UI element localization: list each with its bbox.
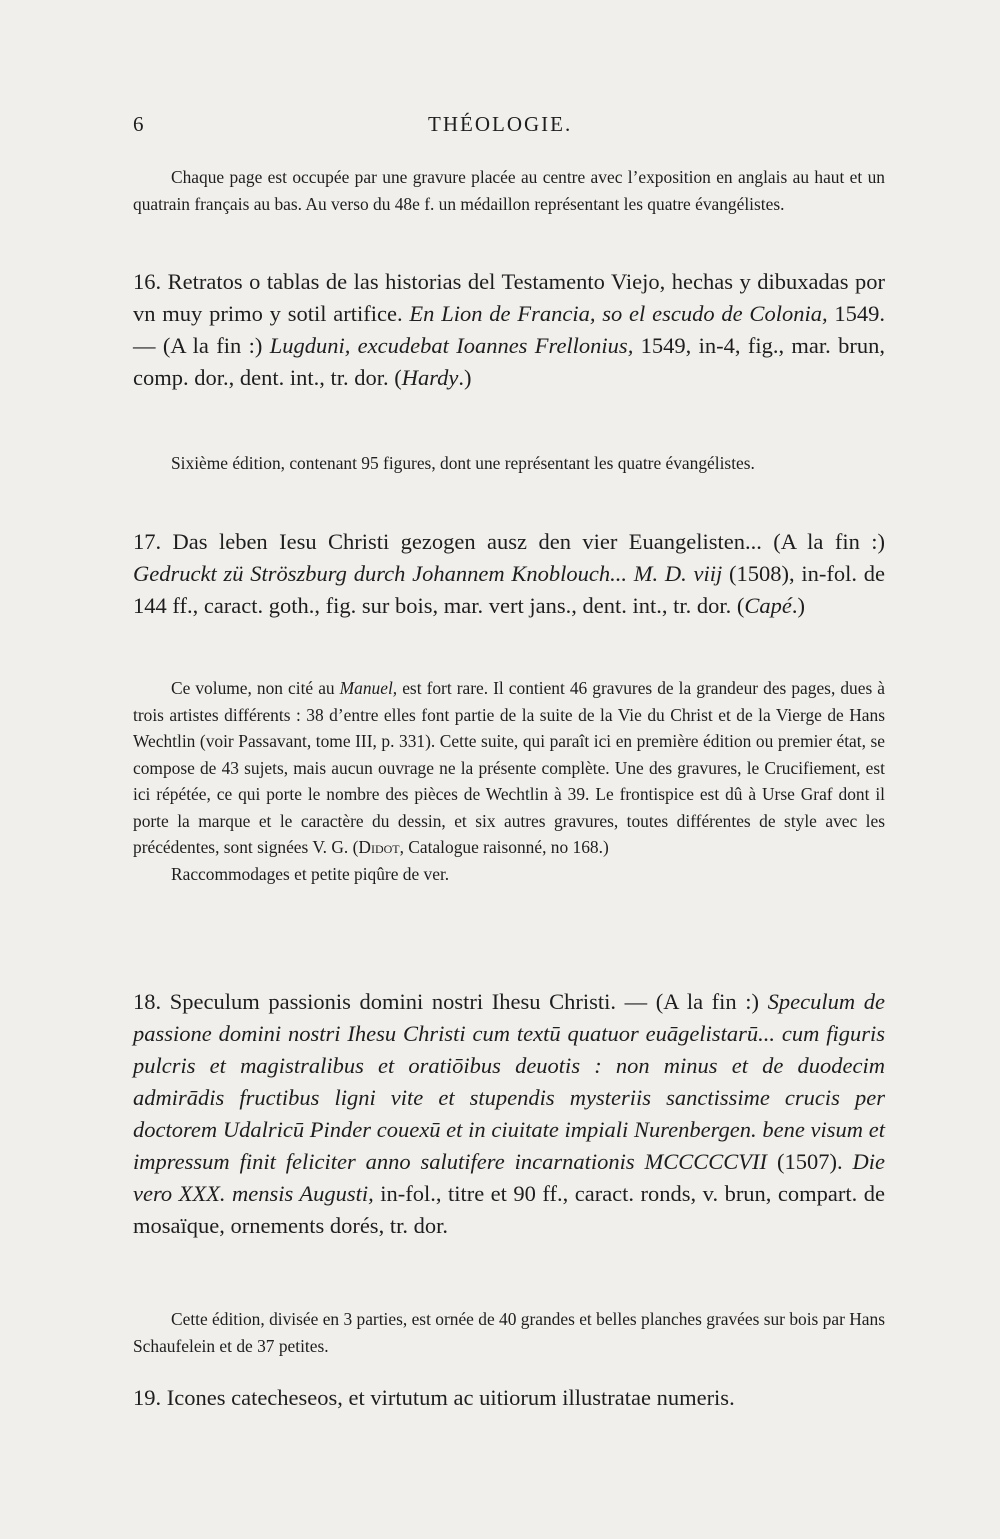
entry-binder: Hardy — [401, 365, 459, 390]
entry-colophon: Speculum de passione domini nostri Ihesu Christi cum textū quatuor euāgelistarū... cum figuris pulcris et magistralibus et oratiōibus deuotis : non minus et de duodecim admirādis fructibus ligni vite et stupendis mysteriis sanctissime crucis per doctorem Udalricū Pinder couexū et in ciuitate impiali Nurenbergen. bene visum et impressum finit feliciter anno salutifere incarnationis MCCCCCVII — [133, 989, 886, 1174]
page-title: THÉOLOGIE. — [428, 112, 573, 136]
entry-description: in-fol., titre et 90 ff., caract. ronds, v. brun, compart. de mosaïque, ornements dorés, tr. dor. — [133, 1181, 886, 1238]
note-author: Didot — [358, 837, 400, 857]
note-paragraph: Raccommodages et petite piqûre de ver. — [171, 863, 450, 884]
entry-19 — [133, 1382, 885, 1414]
note-text: Ce volume, non cité au — [171, 678, 335, 698]
entry-description: (1508), in-fol. de 144 ff., caract. goth., fig. sur bois, mar. vert jans., dent. int., tr. dor. ( — [133, 561, 885, 618]
entry-16 — [133, 266, 885, 394]
entry-close: .) — [458, 365, 472, 390]
entry-16-note — [133, 450, 885, 477]
entry-colophon: Gedruckt zü Ströszburg durch Johannem Knoblouch... M. D. viij — [133, 561, 723, 586]
entry-imprint: Die vero XXX. mensis Augusti, — [133, 1149, 886, 1206]
note-paragraph: Sixième édition, contenant 95 figures, dont une représentant les quatre évangélistes. — [171, 453, 755, 473]
note-paragraph: Chaque page est occupée par une gravure placée au centre avec l’exposition en anglais au haut et un quatrain français au bas. Au verso du 48e f. un médaillon représentant les quatre évangélistes. — [133, 167, 885, 214]
entry-title: Das leben Iesu Christi gezogen ausz den vier Euangelisten... (A la fin :) — [172, 529, 885, 554]
note-reference: Manuel, — [339, 678, 398, 698]
entry-binder: Capé — [744, 593, 792, 618]
page-number: 6 — [133, 112, 145, 136]
continuation-note — [133, 164, 885, 217]
entry-number: 16. — [133, 269, 162, 294]
entry-18 — [133, 986, 885, 1242]
note-paragraph: Cette édition, divisée en 3 parties, est ornée de 40 grandes et belles planches gravées sur bois par Hans Schaufelein et de 37 petites. — [133, 1309, 885, 1356]
entry-17-note — [133, 675, 885, 887]
entry-title: Speculum passionis domini nostri Ihesu Christi. — (A la fin :) — [169, 989, 760, 1014]
entry-number: 17. — [133, 529, 162, 554]
entry-17 — [133, 526, 885, 622]
entry-imprint: En Lion de Francia, so el escudo de Colonia, — [409, 301, 828, 326]
entry-number: 19. — [133, 1385, 162, 1410]
note-text: , Catalogue raisonné, no 168.) — [399, 837, 609, 857]
entry-description: 1549, in-4, fig., mar. brun, comp. dor., dent. int., tr. dor. ( — [133, 333, 886, 390]
entry-title: Icones catecheseos, et virtutum ac uitiorum illustratae numeris. — [166, 1385, 735, 1410]
entry-date: (1507). — [776, 1149, 843, 1174]
note-paragraph — [133, 675, 885, 861]
note-text: est fort rare. Il contient 46 gravures de la grandeur des pages, dues à trois artistes différents : 38 d’entre elles font partie de la suite de la Vie du Christ et de la Vierge de Hans Wechtlin (voir Passavant, tome III, p. 331). Cette suite, qui paraît ici en première édition ou premier état, se compose de 43 sujets, mais aucun ouvrage ne la présente complète. Une des gravures, le Crucifiement, est ici répétée, ce qui porte le nombre des pièces de Wechtlin à 39. Le frontispice est dû à Urse Graf dont il porte la marque et le caractère du dessin, et six autres gravures, toutes différentes de style avec les précédentes, sont signées V. G. ( — [133, 678, 885, 857]
entry-date: 1549. — (A la fin :) — [133, 301, 886, 358]
entry-18-note — [133, 1306, 885, 1359]
entry-close: .) — [791, 593, 805, 618]
entry-colophon: Lugduni, excudebat Ioannes Frellonius, — [269, 333, 634, 358]
entry-number: 18. — [133, 989, 162, 1014]
entry-title: Retratos o tablas de las historias del Testamento Viejo, hechas y dibuxadas por vn muy primo y sotil artifice. — [133, 269, 885, 326]
